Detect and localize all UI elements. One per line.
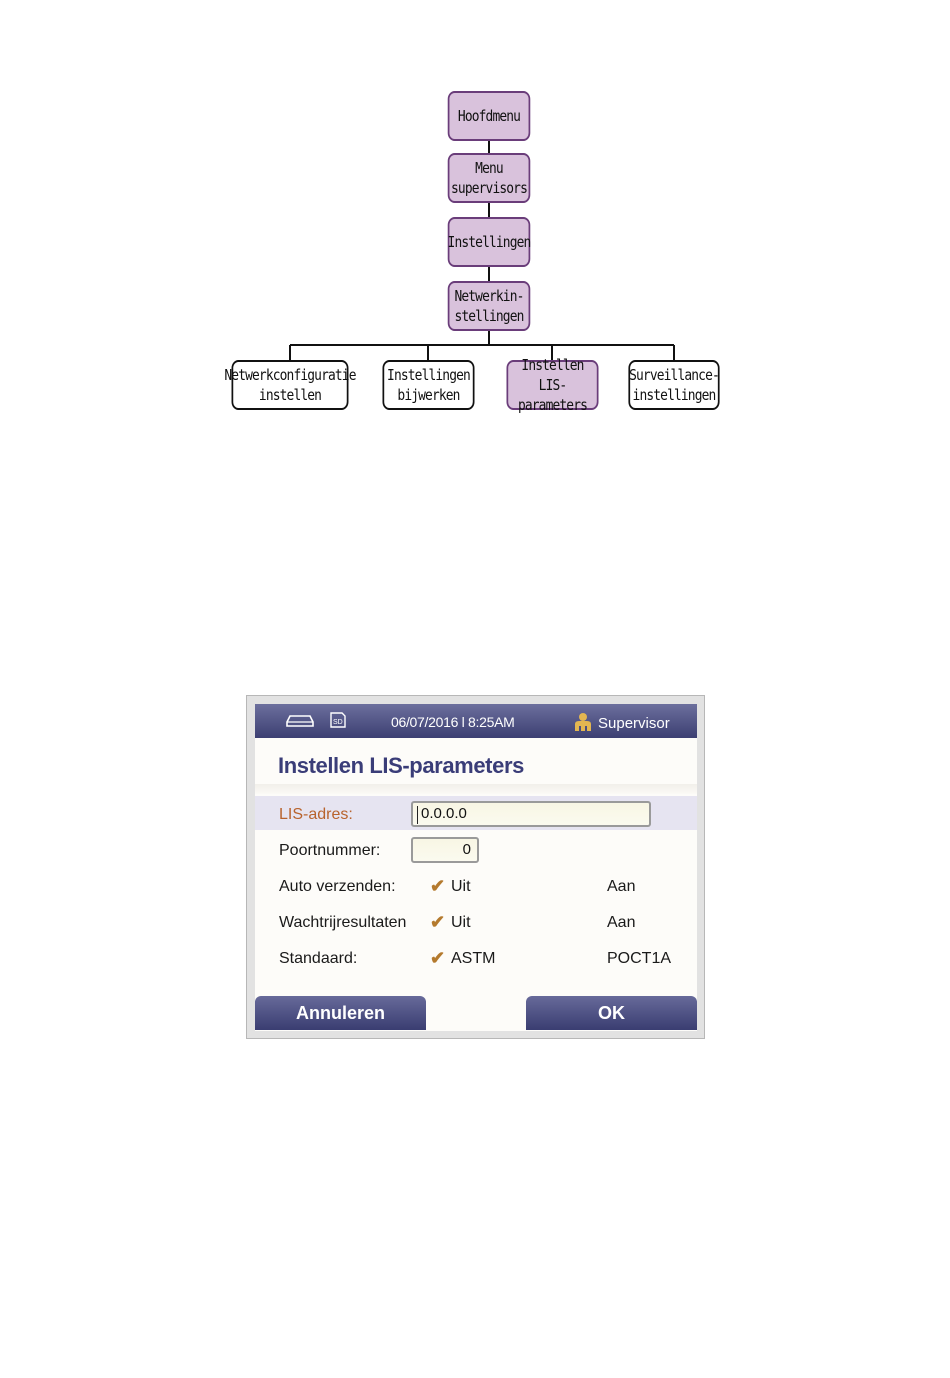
menu-tree-diagram <box>0 0 950 430</box>
status-bar <box>255 704 697 738</box>
device-frame <box>246 695 705 1039</box>
standard-option-astm[interactable]: ASTM <box>451 950 496 967</box>
node-menu-supervisors: Menu supervisors <box>448 153 531 203</box>
lis-address-label: LIS-adres: <box>279 806 353 823</box>
auto-send-label: Auto verzenden: <box>279 878 396 895</box>
standard-label: Standaard: <box>279 950 358 967</box>
node-instellingen-bijwerken: Instellingen bijwerken <box>382 360 474 410</box>
node-instellingen: Instellingen <box>448 217 531 267</box>
auto-send-option-uit[interactable]: Uit <box>451 878 471 895</box>
lis-address-input[interactable]: 0.0.0.0 <box>411 801 651 827</box>
port-label: Poortnummer: <box>279 842 381 859</box>
page-title: Instellen LIS-parameters <box>278 753 524 778</box>
node-instellen-lis-parameters: Instellen LIS- parameters <box>506 360 598 410</box>
sd-card-icon <box>330 712 346 728</box>
queue-option-uit[interactable]: Uit <box>451 914 471 931</box>
checkmark-icon: ✔ <box>430 948 446 968</box>
node-surveillance-instellingen: Surveillance- instellingen <box>628 360 719 410</box>
queue-option-aan[interactable]: Aan <box>607 914 636 931</box>
checkmark-icon: ✔ <box>430 876 446 896</box>
auto-send-option-aan[interactable]: Aan <box>607 878 636 895</box>
node-hoofdmenu: Hoofdmenu <box>448 91 531 141</box>
drive-icon <box>286 715 314 727</box>
svg-text:SD: SD <box>333 719 343 726</box>
node-netwerkinstellingen: Netwerkin- stellingen <box>448 281 531 331</box>
port-input[interactable]: 0 <box>411 837 479 863</box>
ok-button[interactable]: OK <box>526 996 697 1030</box>
checkmark-icon: ✔ <box>430 912 446 932</box>
device-screen <box>255 704 697 1031</box>
tree-connectors <box>0 0 950 430</box>
title-divider <box>255 784 697 794</box>
status-user: Supervisor <box>598 715 670 732</box>
status-datetime: 06/07/2016 l 8:25AM <box>391 714 515 730</box>
supervisor-icon <box>573 712 593 732</box>
standard-option-poct1a[interactable]: POCT1A <box>607 950 672 967</box>
queue-results-label: Wachtrijresultaten <box>279 914 407 931</box>
cancel-button[interactable]: Annuleren <box>255 996 426 1030</box>
node-netwerkconfiguratie-instellen: Netwerkconfiguratie instellen <box>232 360 349 410</box>
